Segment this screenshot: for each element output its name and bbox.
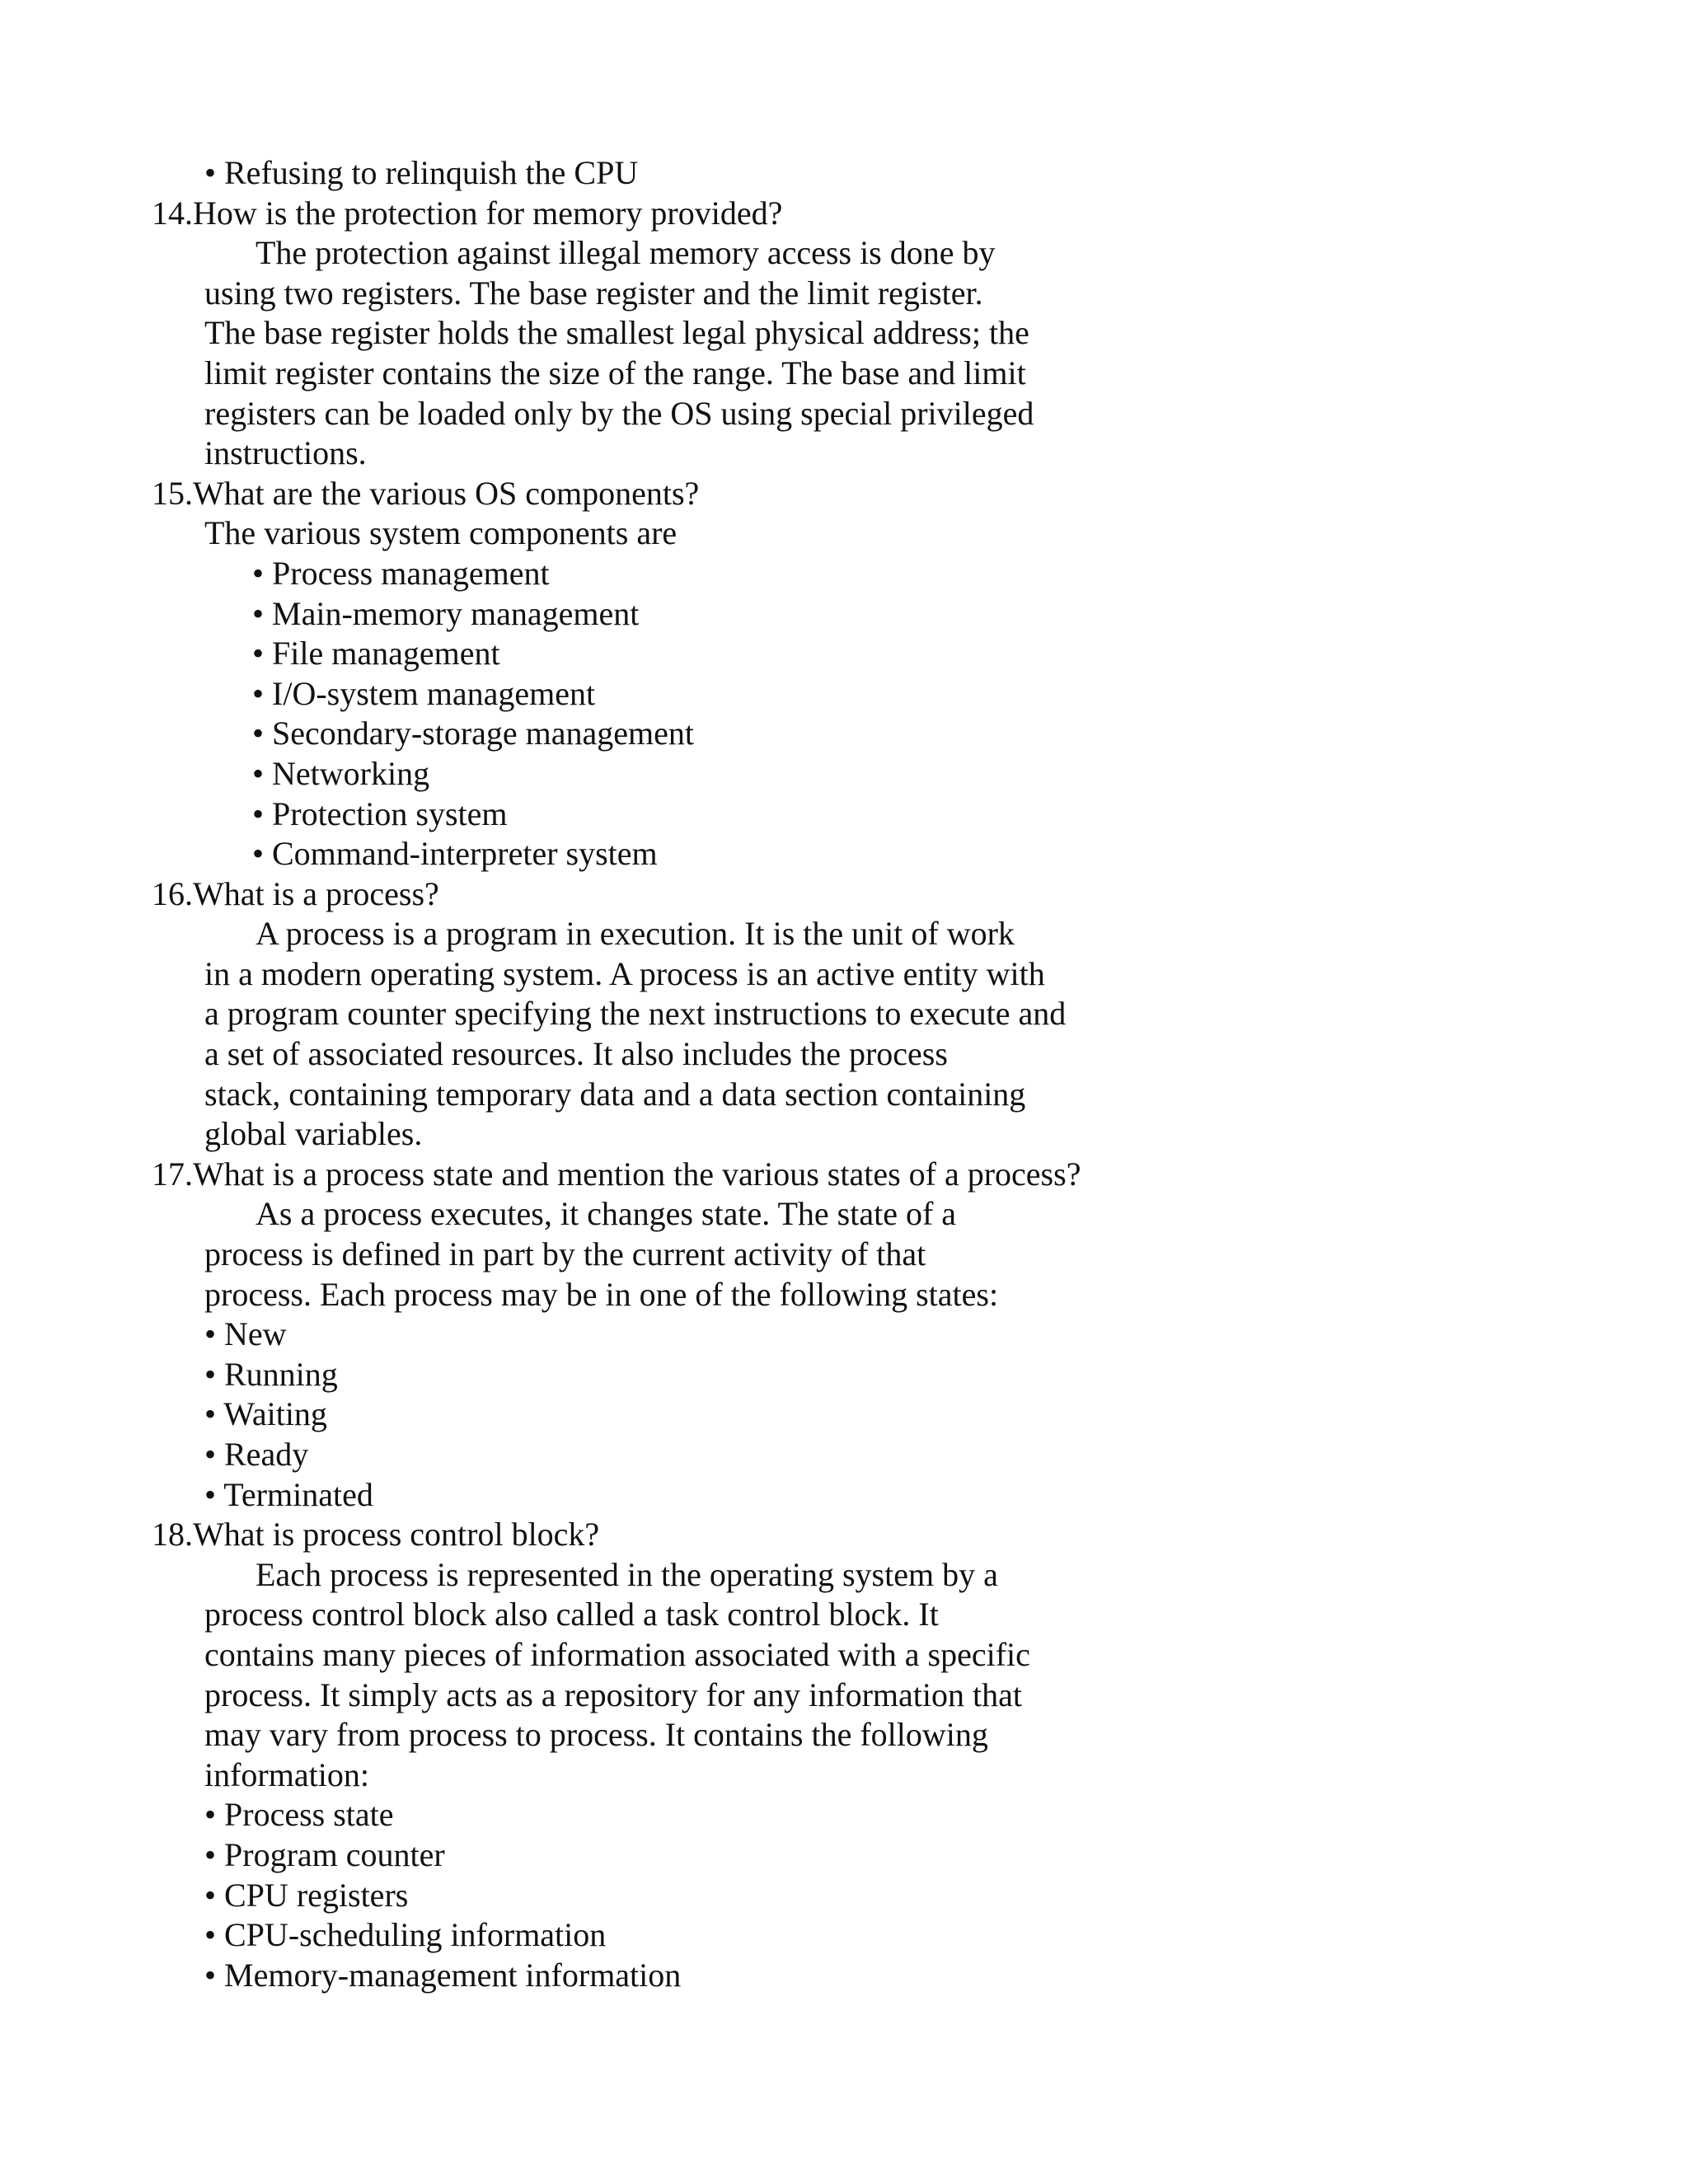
bullet-item: • New [204, 1315, 287, 1353]
bullet-item: • File management [252, 635, 500, 673]
document-body [0, 153, 1688, 1995]
bullet-item: • Process state [204, 1796, 394, 1834]
bullet-item: • Main-memory management [252, 594, 640, 632]
paragraph-line: The protection against illegal memory access is done by [256, 234, 996, 272]
bullet-item: • Refusing to relinquish the CPU [204, 154, 639, 191]
question-heading-17: 17.What is a process state and mention the various states of a process? [152, 1155, 1081, 1193]
paragraph-line: process is defined in part by the current activity of that [204, 1235, 926, 1273]
bullet-item: • Running [204, 1355, 338, 1393]
question-heading-14: 14.How is the protection for memory provided? [152, 194, 783, 232]
bullet-item: • Program counter [204, 1835, 445, 1873]
bullet-item: • Waiting [204, 1395, 327, 1433]
question-heading-15: 15.What are the various OS components? [152, 474, 700, 512]
paragraph-line: process. It simply acts as a repository for any information that [204, 1675, 1022, 1713]
question-heading-18: 18.What is process control block? [152, 1516, 600, 1554]
paragraph-line: stack, containing temporary data and a data section containing [204, 1075, 1026, 1113]
bullet-item: • Memory-management information [204, 1956, 682, 1994]
paragraph-line: may vary from process to process. It contains the following [204, 1716, 988, 1754]
paragraph-line: The various system components are [204, 514, 678, 552]
paragraph-line: Each process is represented in the operating system by a [256, 1555, 998, 1593]
bullet-item: • Terminated [204, 1475, 373, 1513]
paragraph-line: limit register contains the size of the range. The base and limit [204, 354, 1026, 391]
paragraph-line: The base register holds the smallest legal physical address; the [204, 314, 1029, 352]
paragraph-line: As a process executes, it changes state. The state of a [256, 1195, 957, 1233]
paragraph-line: contains many pieces of information associated with a specific [204, 1635, 1030, 1673]
paragraph-line: process control block also called a task control block. It [204, 1596, 939, 1633]
paragraph-line: global variables. [204, 1115, 423, 1153]
paragraph-line: registers can be loaded only by the OS using special privileged [204, 394, 1034, 432]
paragraph-line: information: [204, 1755, 369, 1793]
bullet-item: • Networking [252, 754, 430, 792]
paragraph-line: process. Each process may be in one of the following states: [204, 1275, 999, 1313]
paragraph-line: in a modern operating system. A process is an active entity with [204, 954, 1045, 992]
paragraph-line: instructions. [204, 434, 367, 472]
bullet-item: • Process management [252, 554, 550, 592]
paragraph-line: a set of associated resources. It also includes the process [204, 1035, 948, 1073]
paragraph-line: using two registers. The base register and the limit register. [204, 274, 983, 312]
bullet-item: • CPU-scheduling information [204, 1916, 607, 1954]
bullet-item: • I/O-system management [252, 674, 596, 712]
bullet-item: • CPU registers [204, 1876, 409, 1914]
bullet-item: • Secondary-storage management [252, 715, 695, 752]
paragraph-line: A process is a program in execution. It is the unit of work [256, 915, 1015, 953]
paragraph-line: a program counter specifying the next instructions to execute and [204, 995, 1067, 1033]
bullet-item: • Command-interpreter system [252, 835, 658, 873]
bullet-item: • Ready [204, 1436, 309, 1473]
question-heading-16: 16.What is a process? [152, 874, 439, 912]
bullet-item: • Protection system [252, 794, 508, 832]
